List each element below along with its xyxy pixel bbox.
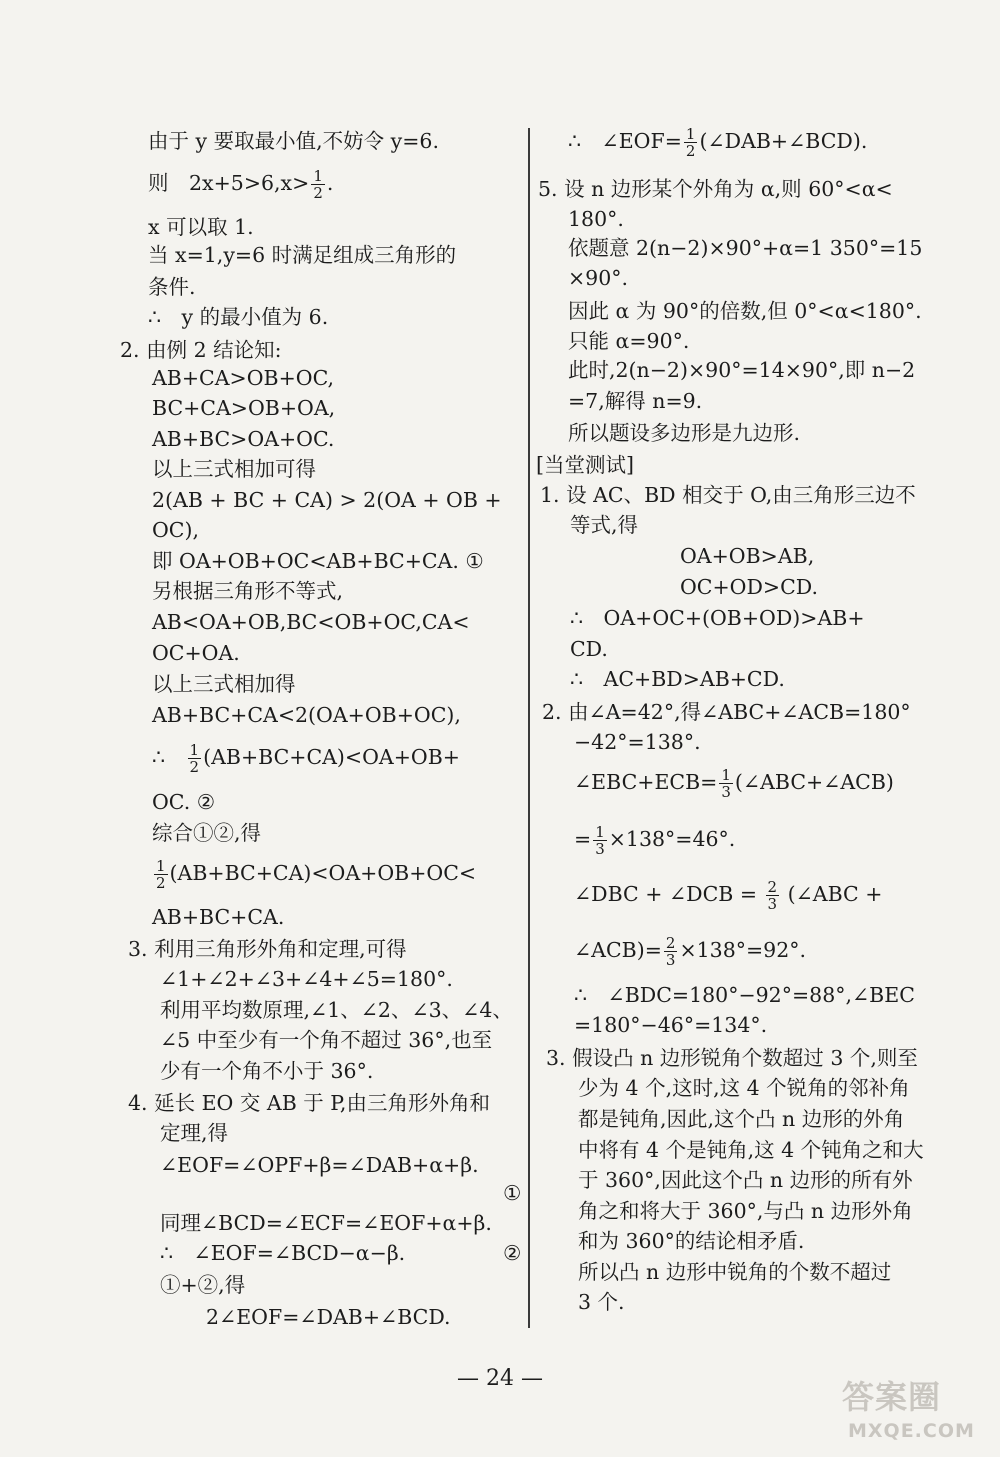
text-line: CD. — [570, 637, 608, 661]
text-line: 所以凸 n 边形中锐角的个数不超过 — [578, 1260, 892, 1284]
text-line: ∴ AC+BD>AB+CD. — [570, 667, 785, 691]
watermark-url: MXQE.COM — [848, 1420, 975, 1442]
text-line: 另根据三角形不等式, — [152, 579, 344, 603]
text-line: 和为 360°的结论相矛盾. — [578, 1229, 805, 1253]
text-line: 都是钝角,因此,这个凸 n 边形的外角 — [578, 1107, 905, 1131]
fraction: $\frac{1}{3}$ — [721, 766, 731, 801]
question-5-heading: 5. 设 n 边形某个外角为 α,则 60°<α< — [538, 177, 893, 201]
text-line: 条件. — [148, 275, 196, 299]
text-line: 综合①②,得 — [152, 821, 262, 845]
column-divider — [528, 128, 530, 1328]
fraction: $\frac{1}{2}$ — [156, 857, 166, 892]
text-line: OC+OD>CD. — [680, 575, 818, 599]
text-line: ∠DBC + ∠DCB = $\frac{2}{3}$ (∠ABC + — [574, 878, 883, 913]
text-line: 角之和将大于 360°,与凸 n 边形外角 — [578, 1199, 913, 1223]
text-line: 所以题设多边形是九边形. — [568, 421, 801, 445]
text-line: 利用平均数原理,∠1、∠2、∠3、∠4、 — [160, 998, 513, 1022]
text-line: BC+CA>OB+OA, — [152, 396, 336, 420]
text-line: AB+BC+CA<2(OA+OB+OC), — [152, 703, 461, 727]
text-line: 同理∠BCD=∠ECF=∠EOF+α+β. — [160, 1211, 492, 1235]
text-line: OC+OA. — [152, 641, 240, 665]
text-line: −42°=138°. — [574, 730, 701, 754]
text-line: 依题意 2(n−2)×90°+α=1 350°=15 — [568, 236, 923, 260]
question-2-heading: 2. 由例 2 结论知: — [120, 338, 282, 362]
text-line: 2(AB + BC + CA) > 2(OA + OB + — [152, 488, 502, 512]
text-line: ∴ ∠EOF=∠BCD−α−β. — [160, 1241, 406, 1265]
text-line: 此时,2(n−2)×90°=14×90°,即 n−2 — [568, 358, 916, 382]
text-line: OA+OB>AB, — [680, 544, 815, 568]
text-line: AB<OA+OB,BC<OB+OC,CA< — [152, 610, 470, 634]
fraction: $\frac{1}{2}$ — [313, 167, 323, 202]
fraction: $\frac{2}{3}$ — [767, 878, 778, 913]
question-4-heading: 4. 延长 EO 交 AB 于 P,由三角形外角和 — [128, 1091, 490, 1115]
text-line: $\frac{1}{2}$ (AB+BC+CA)<OA+OB+OC< — [156, 857, 477, 892]
text-line: 定理,得 — [160, 1121, 229, 1145]
text-line: ∴ OA+OC+(OB+OD)>AB+ — [570, 606, 865, 630]
text-line: 中将有 4 个是钝角,这 4 个钝角之和大 — [578, 1138, 924, 1162]
text-line: 3 个. — [578, 1290, 625, 1314]
text-line: 于 360°,因此这个凸 n 边形的所有外 — [578, 1168, 913, 1192]
text-line: 180°. — [568, 207, 624, 231]
text-line: ①+②,得 — [160, 1273, 246, 1297]
question-3-heading: 3. 利用三角形外角和定理,可得 — [128, 937, 407, 961]
text-line: AB+CA>OB+OC, — [152, 366, 335, 390]
fraction: $\frac{1}{2}$ — [685, 125, 696, 160]
text-line: 只能 α=90°. — [568, 329, 690, 353]
text-line: ∠EBC+ECB= $\frac{1}{3}$ (∠ABC+∠ACB) — [574, 766, 894, 801]
text-line: ∠5 中至少有一个角不超过 36°,也至 — [160, 1028, 493, 1052]
fraction: $\frac{2}{3}$ — [665, 934, 676, 969]
text-line: = $\frac{1}{3}$ ×138°=46°. — [574, 823, 736, 858]
section-heading: [当堂测试] — [536, 453, 634, 477]
text-line: 则 2x+5>6,x> $\frac{1}{2}$ . — [148, 167, 334, 202]
text-line: AB+BC+CA. — [152, 905, 285, 929]
text-line: ∠1+∠2+∠3+∠4+∠5=180°. — [160, 967, 453, 991]
text-line: 等式,得 — [570, 513, 639, 537]
text-line: OC), — [152, 518, 200, 542]
text-line: 由于 y 要取最小值,不妨令 y=6. — [148, 129, 439, 153]
text-line: x 可以取 1. — [148, 215, 254, 239]
test-question-2-heading: 2. 由∠A=42°,得∠ABC+∠ACB=180° — [542, 700, 911, 724]
text-line: 以上三式相加得 — [152, 672, 296, 696]
text-line: ×90°. — [568, 266, 629, 290]
text-line: ∠EOF=∠OPF+β=∠DAB+α+β. — [160, 1153, 479, 1177]
test-question-1-heading: 1. 设 AC、BD 相交于 O,由三角形三边不 — [540, 483, 916, 507]
text-line: =180°−46°=134°. — [574, 1013, 768, 1037]
text-line: 少有一个角不小于 36°. — [160, 1059, 374, 1083]
text-line: 少为 4 个,这时,这 4 个锐角的邻补角 — [578, 1076, 910, 1100]
text-line: OC. ② — [152, 790, 216, 814]
equation-marker: ② — [503, 1241, 522, 1265]
text-line: 即 OA+OB+OC<AB+BC+CA. ① — [152, 549, 484, 573]
text-line: ∴ ∠EOF= $\frac{1}{2}$ (∠DAB+∠BCD). — [568, 125, 868, 160]
page-number: — 24 — — [457, 1366, 543, 1391]
text-line: =7,解得 n=9. — [568, 389, 703, 413]
text-line: ∠ACB)= $\frac{2}{3}$ ×138°=92°. — [574, 934, 807, 969]
watermark-logo-text: 答案圈 — [842, 1378, 942, 1416]
text-line: 2∠EOF=∠DAB+∠BCD. — [206, 1305, 451, 1329]
text-line: 因此 α 为 90°的倍数,但 0°<α<180°. — [568, 299, 922, 323]
fraction: $\frac{1}{3}$ — [595, 823, 605, 858]
watermark-logo — [842, 1372, 992, 1450]
text-line: ∴ y 的最小值为 6. — [148, 305, 329, 329]
text-line: ∴ ∠BDC=180°−92°=88°,∠BEC — [574, 983, 915, 1007]
text-line: AB+BC>OA+OC. — [152, 427, 335, 451]
text-line: ∴ $\frac{1}{2}$ (AB+BC+CA)<OA+OB+ — [152, 741, 460, 776]
text-line: 当 x=1,y=6 时满足组成三角形的 — [148, 243, 457, 267]
fraction: $\frac{1}{2}$ — [189, 741, 200, 776]
equation-marker: ① — [503, 1181, 522, 1205]
text-line: 以上三式相加可得 — [152, 457, 316, 481]
test-question-3-heading: 3. 假设凸 n 边形锐角个数超过 3 个,则至 — [546, 1046, 918, 1070]
